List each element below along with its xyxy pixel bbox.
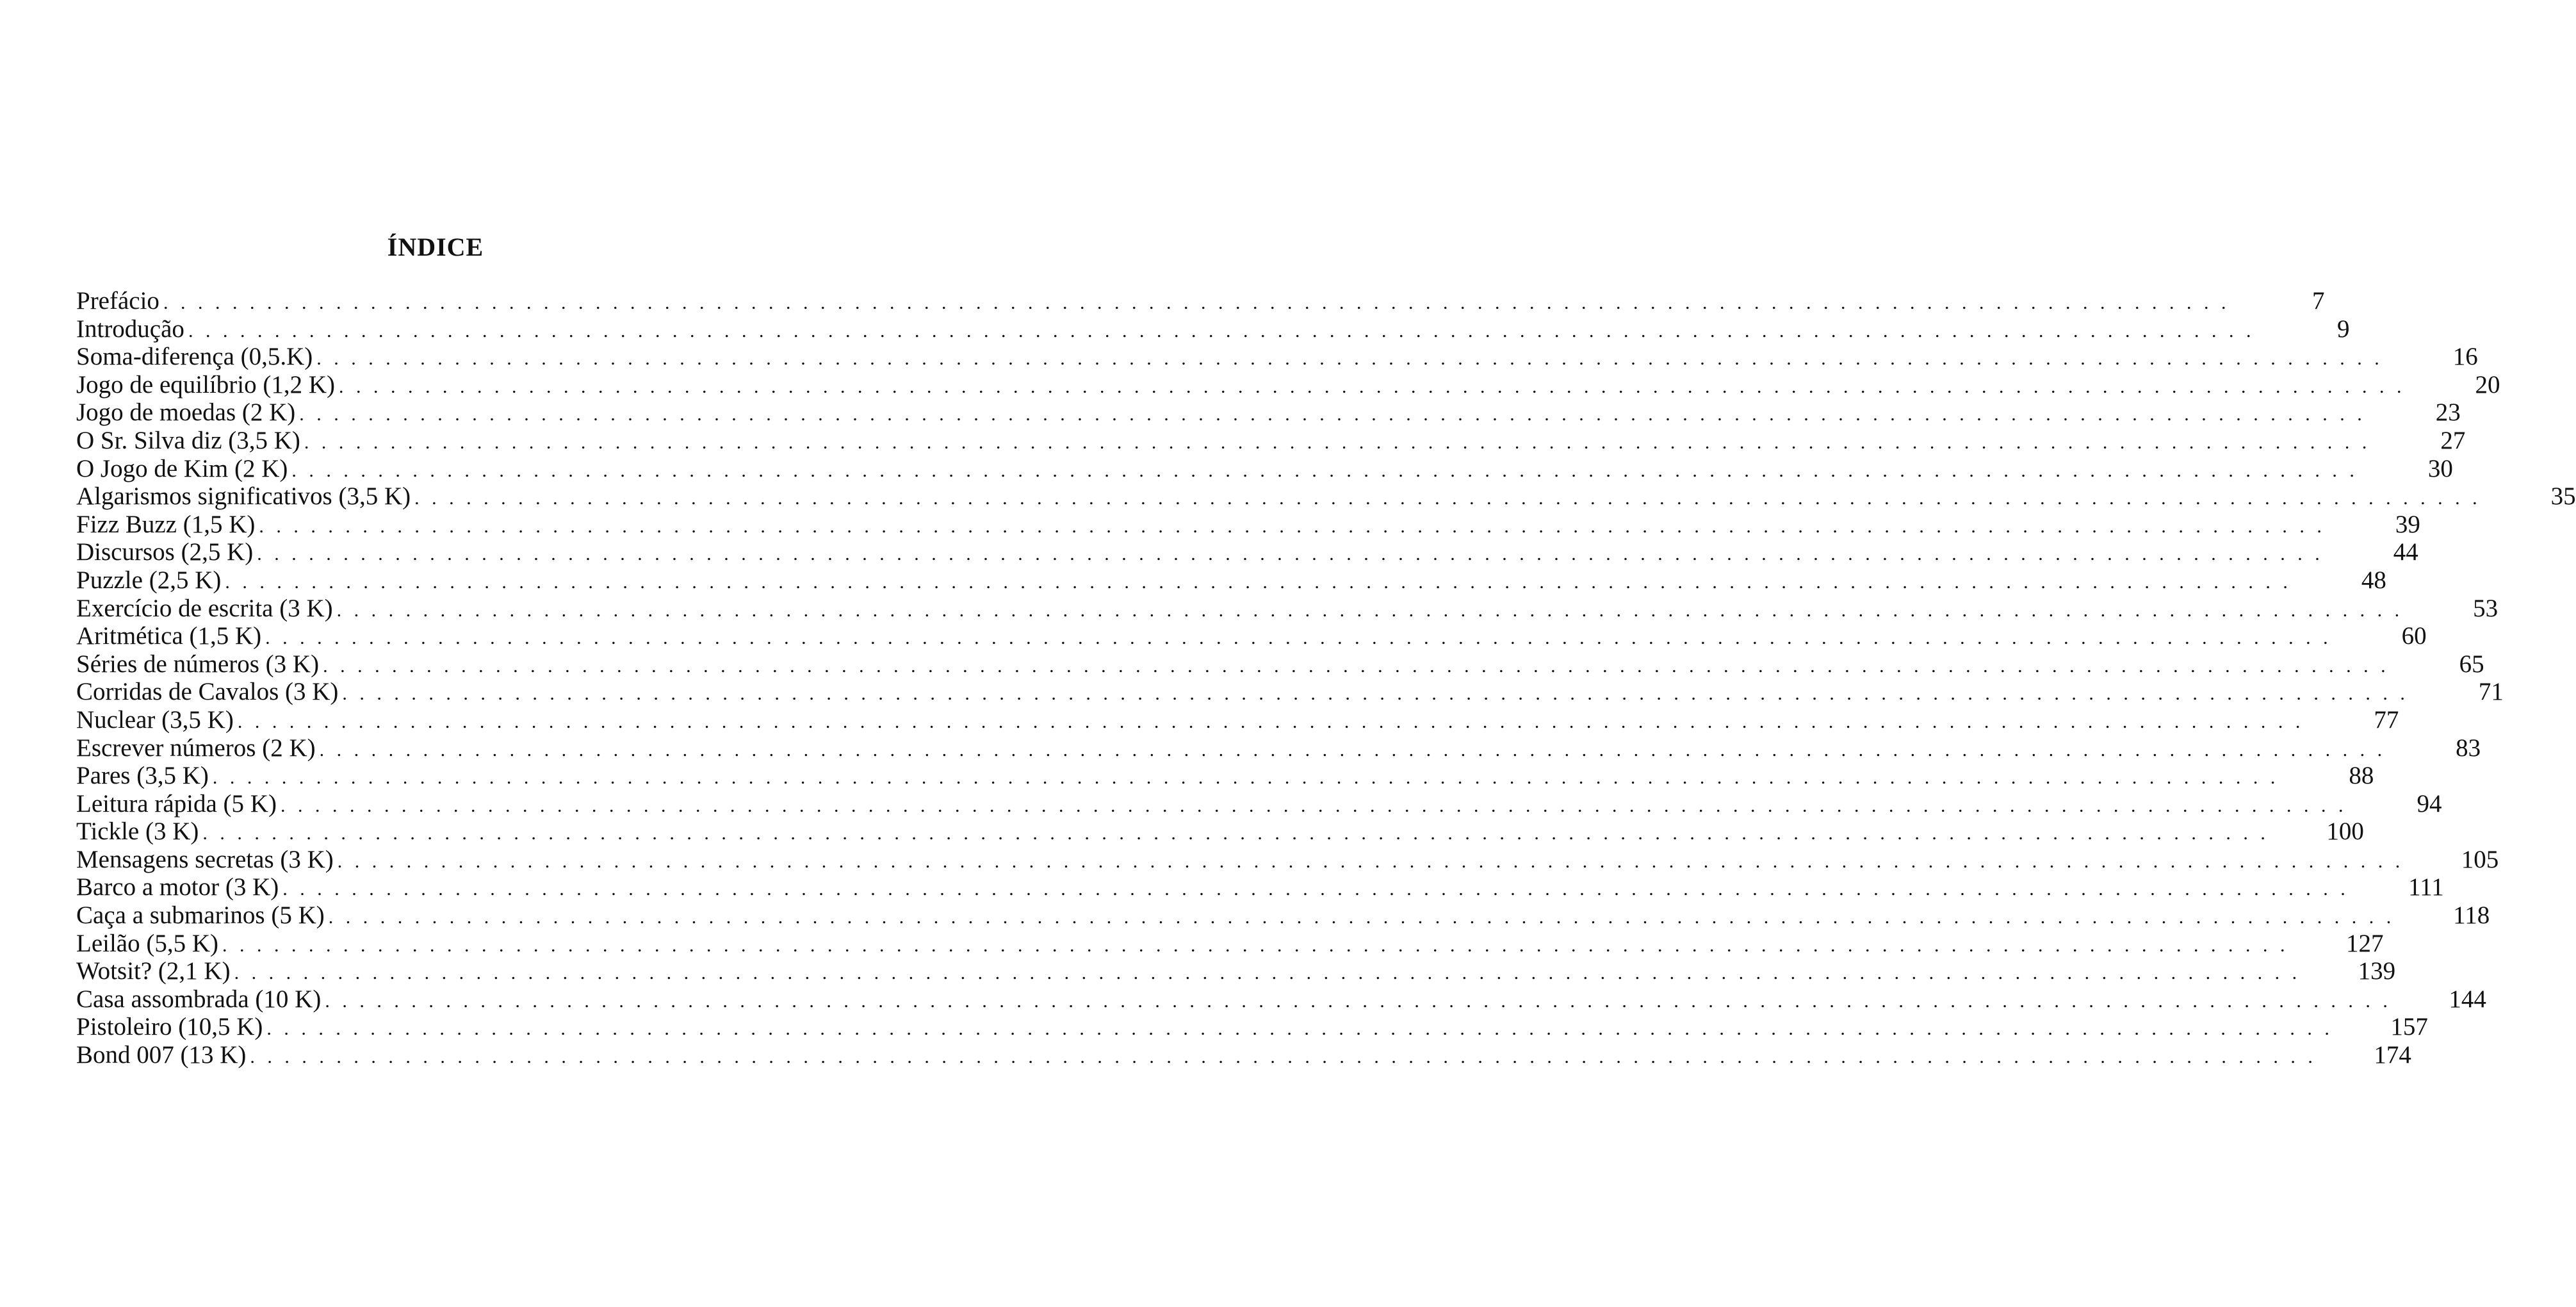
toc-entry [76, 789, 2442, 818]
toc-entry [76, 343, 2478, 371]
toc-entry-title: Puzzle (2,5 K) [76, 566, 222, 594]
toc-page-number: 94 [2417, 789, 2442, 818]
toc-entry-title: Prefácio [76, 287, 159, 315]
dot-leader: . . . . . . . . . . . . . . . . . . . . . . . . . . . . . . . . . . . . . . . . . . . . . . . . . . . . . . . . . . . . . . . . . . . . . . . . . . . . . . . . . . . . . . . . . . . . . . . . . . . . . . . . . . . . . . . . . . . . . . . . [237, 711, 2304, 732]
toc-page-number: 118 [2453, 901, 2490, 930]
toc-entry [76, 315, 2350, 343]
toc-entry-title: Fizz Buzz (1,5 K) [76, 510, 256, 538]
dot-leader: . . . . . . . . . . . . . . . . . . . . . . . . . . . . . . . . . . . . . . . . . . . . . . . . . . . . . . . . . . . . . . . . . . . . . . . . . . . . . . . . . . . . . . . . . . . . . . . . . . . . . . . . . . . . . . . . . . . . . . . . [316, 348, 2383, 370]
toc-entry-title: Tickle (3 K) [76, 818, 199, 846]
toc-entry [76, 957, 2396, 985]
toc-entry-title: O Jogo de Kim (2 K) [76, 454, 288, 482]
toc-entry-title: Casa assombrada (10 K) [76, 985, 322, 1013]
toc-entry [76, 566, 2386, 595]
toc-entry-title: Séries de números (3 K) [76, 650, 320, 678]
dot-leader: . . . . . . . . . . . . . . . . . . . . . . . . . . . . . . . . . . . . . . . . . . . . . . . . . . . . . . . . . . . . . . . . . . . . . . . . . . . . . . . . . . . . . . . . . . . . . . . . . . . . . . . . . . . . . . . . . . . . . . . . [280, 794, 2347, 816]
page-title: ÍNDICE [387, 233, 484, 261]
toc-entry [76, 762, 2374, 790]
dot-leader: . . . . . . . . . . . . . . . . . . . . . . . . . . . . . . . . . . . . . . . . . . . . . . . . . . . . . . . . . . . . . . . . . . . . . . . . . . . . . . . . . . . . . . . . . . . . . . . . . . . . . . . . . . . . . . . . . . . . . . . . [299, 404, 2366, 425]
toc-entry [76, 287, 2325, 315]
toc-page-number: 77 [2374, 705, 2399, 734]
toc-entry [76, 929, 2384, 958]
toc-entry-title: Aritmética (1,5 K) [76, 622, 262, 650]
dot-leader: . . . . . . . . . . . . . . . . . . . . . . . . . . . . . . . . . . . . . . . . . . . . . . . . . . . . . . . . . . . . . . . . . . . . . . . . . . . . . . . . . . . . . . . . . . . . . . . . . . . . . . . . . . . . . . . . . . . . . . . . [414, 488, 2481, 509]
dot-leader: . . . . . . . . . . . . . . . . . . . . . . . . . . . . . . . . . . . . . . . . . . . . . . . . . . . . . . . . . . . . . . . . . . . . . . . . . . . . . . . . . . . . . . . . . . . . . . . . . . . . . . . . . . . . . . . . . . . . . . . . [265, 627, 2332, 649]
toc-entry-title: Exercício de escrita (3 K) [76, 594, 333, 622]
dot-leader: . . . . . . . . . . . . . . . . . . . . . . . . . . . . . . . . . . . . . . . . . . . . . . . . . . . . . . . . . . . . . . . . . . . . . . . . . . . . . . . . . . . . . . . . . . . . . . . . . . . . . . . . . . . . . . . . . . . . . . . . [188, 320, 2255, 341]
toc-entry-title: Jogo de moedas (2 K) [76, 399, 296, 427]
dot-leader: . . . . . . . . . . . . . . . . . . . . . . . . . . . . . . . . . . . . . . . . . . . . . . . . . . . . . . . . . . . . . . . . . . . . . . . . . . . . . . . . . . . . . . . . . . . . . . . . . . . . . . . . . . . . . . . . . . . . . . . . [234, 962, 2301, 984]
toc-entry-title: Algarismos significativos (3,5 K) [76, 482, 411, 511]
dot-leader: . . . . . . . . . . . . . . . . . . . . . . . . . . . . . . . . . . . . . . . . . . . . . . . . . . . . . . . . . . . . . . . . . . . . . . . . . . . . . . . . . . . . . . . . . . . . . . . . . . . . . . . . . . . . . . . . . . . . . . . . [250, 1046, 2317, 1068]
dot-leader: . . . . . . . . . . . . . . . . . . . . . . . . . . . . . . . . . . . . . . . . . . . . . . . . . . . . . . . . . . . . . . . . . . . . . . . . . . . . . . . . . . . . . . . . . . . . . . . . . . . . . . . . . . . . . . . . . . . . . . . . [336, 599, 2404, 621]
dot-leader: . . . . . . . . . . . . . . . . . . . . . . . . . . . . . . . . . . . . . . . . . . . . . . . . . . . . . . . . . . . . . . . . . . . . . . . . . . . . . . . . . . . . . . . . . . . . . . . . . . . . . . . . . . . . . . . . . . . . . . . . [337, 850, 2404, 872]
toc-entry-title: Discursos (2,5 K) [76, 538, 254, 566]
toc-page-number: 105 [2461, 845, 2499, 873]
toc-page-number: 27 [2440, 426, 2466, 454]
dot-leader: . . . . . . . . . . . . . . . . . . . . . . . . . . . . . . . . . . . . . . . . . . . . . . . . . . . . . . . . . . . . . . . . . . . . . . . . . . . . . . . . . . . . . . . . . . . . . . . . . . . . . . . . . . . . . . . . . . . . . . . . [325, 990, 2392, 1012]
dot-leader: . . . . . . . . . . . . . . . . . . . . . . . . . . . . . . . . . . . . . . . . . . . . . . . . . . . . . . . . . . . . . . . . . . . . . . . . . . . . . . . . . . . . . . . . . . . . . . . . . . . . . . . . . . . . . . . . . . . . . . . . [323, 655, 2390, 677]
dot-leader: . . . . . . . . . . . . . . . . . . . . . . . . . . . . . . . . . . . . . . . . . . . . . . . . . . . . . . . . . . . . . . . . . . . . . . . . . . . . . . . . . . . . . . . . . . . . . . . . . . . . . . . . . . . . . . . . . . . . . . . . [319, 739, 2386, 760]
toc-entry [76, 1041, 2411, 1069]
toc-page-number: 44 [2393, 538, 2418, 566]
dot-leader: . . . . . . . . . . . . . . . . . . . . . . . . . . . . . . . . . . . . . . . . . . . . . . . . . . . . . . . . . . . . . . . . . . . . . . . . . . . . . . . . . . . . . . . . . . . . . . . . . . . . . . . . . . . . . . . . . . . . . . . . [291, 459, 2358, 481]
toc-entry [76, 873, 2444, 901]
toc-entry [76, 1013, 2428, 1041]
toc-entry [76, 622, 2427, 650]
dot-leader: . . . . . . . . . . . . . . . . . . . . . . . . . . . . . . . . . . . . . . . . . . . . . . . . . . . . . . . . . . . . . . . . . . . . . . . . . . . . . . . . . . . . . . . . . . . . . . . . . . . . . . . . . . . . . . . . . . . . . . . . [225, 571, 2292, 593]
toc-page-number: 144 [2449, 985, 2486, 1013]
toc-page-number: 174 [2374, 1041, 2411, 1069]
dot-leader: . . . . . . . . . . . . . . . . . . . . . . . . . . . . . . . . . . . . . . . . . . . . . . . . . . . . . . . . . . . . . . . . . . . . . . . . . . . . . . . . . . . . . . . . . . . . . . . . . . . . . . . . . . . . . . . . . . . . . . . . [259, 515, 2326, 537]
toc-entry [76, 594, 2499, 623]
toc-entry-title: Nuclear (3,5 K) [76, 705, 234, 734]
toc-entry-title: Jogo de equilíbrio (1,2 K) [76, 370, 336, 399]
dot-leader: . . . . . . . . . . . . . . . . . . . . . . . . . . . . . . . . . . . . . . . . . . . . . . . . . . . . . . . . . . . . . . . . . . . . . . . . . . . . . . . . . . . . . . . . . . . . . . . . . . . . . . . . . . . . . . . . . . . . . . . . [222, 934, 2289, 956]
toc-entry [76, 482, 2576, 511]
toc-page-number: 23 [2435, 399, 2461, 427]
dot-leader: . . . . . . . . . . . . . . . . . . . . . . . . . . . . . . . . . . . . . . . . . . . . . . . . . . . . . . . . . . . . . . . . . . . . . . . . . . . . . . . . . . . . . . . . . . . . . . . . . . . . . . . . . . . . . . . . . . . . . . . . [212, 767, 2279, 789]
toc-page-number: 127 [2346, 929, 2384, 957]
toc-entry-title: Leitura rápida (5 K) [76, 789, 277, 818]
toc-page-number: 88 [2349, 762, 2374, 790]
toc-page-number: 157 [2390, 1013, 2428, 1041]
toc-page-number: 100 [2326, 818, 2364, 846]
toc-entry [76, 454, 2453, 483]
dot-leader: . . . . . . . . . . . . . . . . . . . . . . . . . . . . . . . . . . . . . . . . . . . . . . . . . . . . . . . . . . . . . . . . . . . . . . . . . . . . . . . . . . . . . . . . . . . . . . . . . . . . . . . . . . . . . . . . . . . . . . . . [342, 683, 2409, 705]
toc-entry [76, 985, 2486, 1014]
dot-leader: . . . . . . . . . . . . . . . . . . . . . . . . . . . . . . . . . . . . . . . . . . . . . . . . . . . . . . . . . . . . . . . . . . . . . . . . . . . . . . . . . . . . . . . . . . . . . . . . . . . . . . . . . . . . . . . . . . . . . . . . [266, 1018, 2333, 1040]
dot-leader: . . . . . . . . . . . . . . . . . . . . . . . . . . . . . . . . . . . . . . . . . . . . . . . . . . . . . . . . . . . . . . . . . . . . . . . . . . . . . . . . . . . . . . . . . . . . . . . . . . . . . . . . . . . . . . . . . . . . . . . . [282, 878, 2349, 900]
toc-entry-title: Escrever números (2 K) [76, 734, 316, 762]
toc-page-number: 7 [2311, 287, 2325, 315]
toc-entry-title: O Sr. Silva diz (3,5 K) [76, 426, 300, 454]
toc-entry [76, 818, 2364, 846]
toc-entry [76, 399, 2461, 427]
toc-entry-title: Pares (3,5 K) [76, 762, 209, 790]
toc-page-number: 60 [2401, 622, 2427, 650]
toc-page-number: 71 [2478, 678, 2504, 706]
toc-entry-title: Soma-diferença (0,5.K) [76, 343, 313, 371]
toc-page-number: 111 [2408, 873, 2444, 901]
toc-entry-title: Pistoleiro (10,5 K) [76, 1013, 263, 1041]
toc-page-number: 83 [2456, 734, 2481, 762]
table-of-contents [76, 287, 2576, 1069]
toc-entry [76, 678, 2504, 706]
toc-page-number: 39 [2395, 510, 2420, 538]
toc-page-number: 48 [2361, 566, 2386, 594]
dot-leader: . . . . . . . . . . . . . . . . . . . . . . . . . . . . . . . . . . . . . . . . . . . . . . . . . . . . . . . . . . . . . . . . . . . . . . . . . . . . . . . . . . . . . . . . . . . . . . . . . . . . . . . . . . . . . . . . . . . . . . . . [304, 431, 2371, 453]
toc-page-number: 53 [2473, 594, 2499, 622]
toc-entry-title: Wotsit? (2,1 K) [76, 957, 231, 985]
toc-entry [76, 426, 2466, 455]
toc-entry-title: Leilão (5,5 K) [76, 929, 219, 957]
toc-entry-title: Bond 007 (13 K) [76, 1041, 247, 1069]
dot-leader: . . . . . . . . . . . . . . . . . . . . . . . . . . . . . . . . . . . . . . . . . . . . . . . . . . . . . . . . . . . . . . . . . . . . . . . . . . . . . . . . . . . . . . . . . . . . . . . . . . . . . . . . . . . . . . . . . . . . . . . . [202, 823, 2269, 844]
toc-entry [76, 705, 2399, 734]
toc-page-number: 9 [2336, 315, 2350, 343]
toc-entry-title: Caça a submarinos (5 K) [76, 901, 325, 930]
toc-entry-title: Barco a motor (3 K) [76, 873, 279, 901]
toc-entry [76, 370, 2500, 399]
toc-page-number: 20 [2475, 370, 2500, 399]
dot-leader: . . . . . . . . . . . . . . . . . . . . . . . . . . . . . . . . . . . . . . . . . . . . . . . . . . . . . . . . . . . . . . . . . . . . . . . . . . . . . . . . . . . . . . . . . . . . . . . . . . . . . . . . . . . . . . . . . . . . . . . . [163, 292, 2230, 313]
toc-page-number: 30 [2427, 454, 2453, 482]
toc-page-number: 16 [2452, 343, 2478, 371]
dot-leader: . . . . . . . . . . . . . . . . . . . . . . . . . . . . . . . . . . . . . . . . . . . . . . . . . . . . . . . . . . . . . . . . . . . . . . . . . . . . . . . . . . . . . . . . . . . . . . . . . . . . . . . . . . . . . . . . . . . . . . . . [328, 907, 2395, 928]
toc-entry [76, 650, 2484, 678]
dot-leader: . . . . . . . . . . . . . . . . . . . . . . . . . . . . . . . . . . . . . . . . . . . . . . . . . . . . . . . . . . . . . . . . . . . . . . . . . . . . . . . . . . . . . . . . . . . . . . . . . . . . . . . . . . . . . . . . . . . . . . . . [339, 375, 2406, 397]
dot-leader: . . . . . . . . . . . . . . . . . . . . . . . . . . . . . . . . . . . . . . . . . . . . . . . . . . . . . . . . . . . . . . . . . . . . . . . . . . . . . . . . . . . . . . . . . . . . . . . . . . . . . . . . . . . . . . . . . . . . . . . . [257, 543, 2324, 565]
toc-entry-title: Mensagens secretas (3 K) [76, 845, 334, 873]
toc-entry [76, 538, 2418, 566]
toc-entry-title: Corridas de Cavalos (3 K) [76, 678, 339, 706]
toc-entry [76, 510, 2420, 539]
toc-page-number: 65 [2459, 650, 2484, 678]
toc-entry [76, 901, 2490, 930]
toc-page-number: 35 [2550, 482, 2576, 511]
toc-entry [76, 845, 2499, 874]
toc-entry-title: Introdução [76, 315, 184, 343]
toc-page-number: 139 [2358, 957, 2396, 985]
toc-entry [76, 734, 2481, 762]
